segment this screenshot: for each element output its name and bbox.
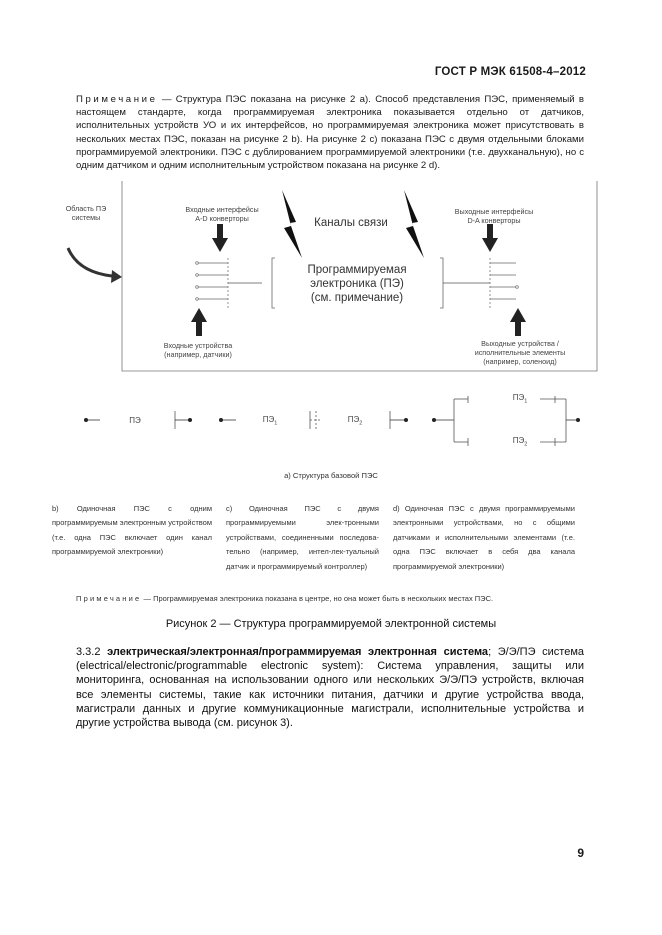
note-text: — Структура ПЭС показана на рисунке 2 а). Способ представления ПЭС, применяемый в настоящем стандарте, когда программируемая электроника показывается отдельно от датчиков, исполнительных устройств УО и их интерфейсов, но программируемая электроника может присутствовать в нескольких местах ПЭС, показан на рисунке 2 b). На рисунке 2 с) показана ПЭС с двумя отдельными блоками программируемой электроники. ПЭС с дублированием программируемой электроники (т.е. двухканальную), но с одним датчиком и одним исполнительным устройством показана на рисунке 2 d). (76, 94, 584, 172)
document-code: ГОСТ Р МЭК 61508-4–2012 (434, 66, 586, 78)
pe1-label-c: $ПЭ_1$ (262, 415, 278, 427)
definition-text: ; Э/Э/ПЭ система (electrical/electronic/programmable electronic system): Система управления, защиты или мониторинга, основанная на использовании одного или нескольких Э/Э/ПЭ устройств, включая все элементы системы, такие как источники питания, датчики и другие устройства ввода, магистрали данных и другие коммуникационные магистрали, исполнительные устройства и другие устройства вывода (см. рисунок 3). (76, 646, 585, 730)
definition-number: 3.3.2 (76, 646, 108, 658)
area-label: Область ПЭ системы (65, 204, 107, 222)
definition-3-3-2 (76, 645, 584, 730)
curved-arrow (68, 248, 112, 276)
subcaption-c: с) Одиночная ПЭС с двумя программируемыми элек-тронными устройствами, соединенными последова-тельно (например, интел-лек-туальный датчик и программируемый контроллер) (226, 504, 379, 571)
pe1-label-d: $ПЭ_1$ (512, 393, 528, 405)
arrow-in-if-shaft (217, 224, 223, 238)
pe2-label-d: $ПЭ_2$ (512, 436, 528, 448)
input-devices-label: Входные устройства (например, датчики) (163, 341, 233, 359)
caption-a: а) Структура базовой ПЭС (284, 471, 378, 480)
arrow-in-dev-shaft (196, 322, 202, 336)
input-interfaces-label: Входные интерфейсы A-D конверторы (185, 205, 259, 223)
subcaption-d: d) Одиночная ПЭС с двумя программируемыми электронными устройствами, но с общими датчиками и исполнительными элементами (т.е. одна ПЭС включает в себя два канала программируемой электроники) (393, 504, 575, 571)
note-bottom (76, 594, 586, 603)
pe-block-label: Программируемая электроника (ПЭ) (см. примечание) (307, 264, 407, 304)
arrow-out-dev-head (510, 308, 526, 322)
arrow-out-if-shaft (487, 224, 493, 238)
definition-term: электрическая/электронная/программируемая электронная система (107, 646, 489, 658)
lightning-left (282, 190, 302, 258)
subcaption-b: b) Одиночная ПЭС с одним программируемым электронным устройством (т.е. одна ПЭС включает один канал программируемой электроники) (52, 504, 212, 557)
note-label: Примечание (76, 94, 158, 105)
channels-label: Каналы связи (314, 217, 388, 229)
lightning-right (404, 190, 424, 258)
pe2-label-c: $ПЭ_2$ (347, 415, 363, 427)
note-bottom-text: — Программируемая электроника показана в центре, но она может быть в нескольких местах ПЭС. (141, 594, 494, 603)
page-number: 9 (577, 846, 584, 860)
arrow-out-dev-shaft (515, 322, 521, 336)
figure-caption: Рисунок 2 — Структура программируемой электронной системы (165, 618, 497, 630)
note-bottom-label: Примечание (76, 594, 142, 603)
output-devices-label: Выходные устройства / исполнительные элементы (например, соленоид) (474, 339, 566, 366)
arrow-in-if-head (212, 238, 228, 252)
output-interfaces-label: Выходные интерфейсы D-A конверторы (454, 207, 534, 225)
arrow-in-dev-head (191, 308, 207, 322)
pe-label-b: ПЭ (129, 416, 141, 425)
curved-arrow-head (111, 270, 122, 283)
arrow-out-if-head (482, 238, 498, 252)
